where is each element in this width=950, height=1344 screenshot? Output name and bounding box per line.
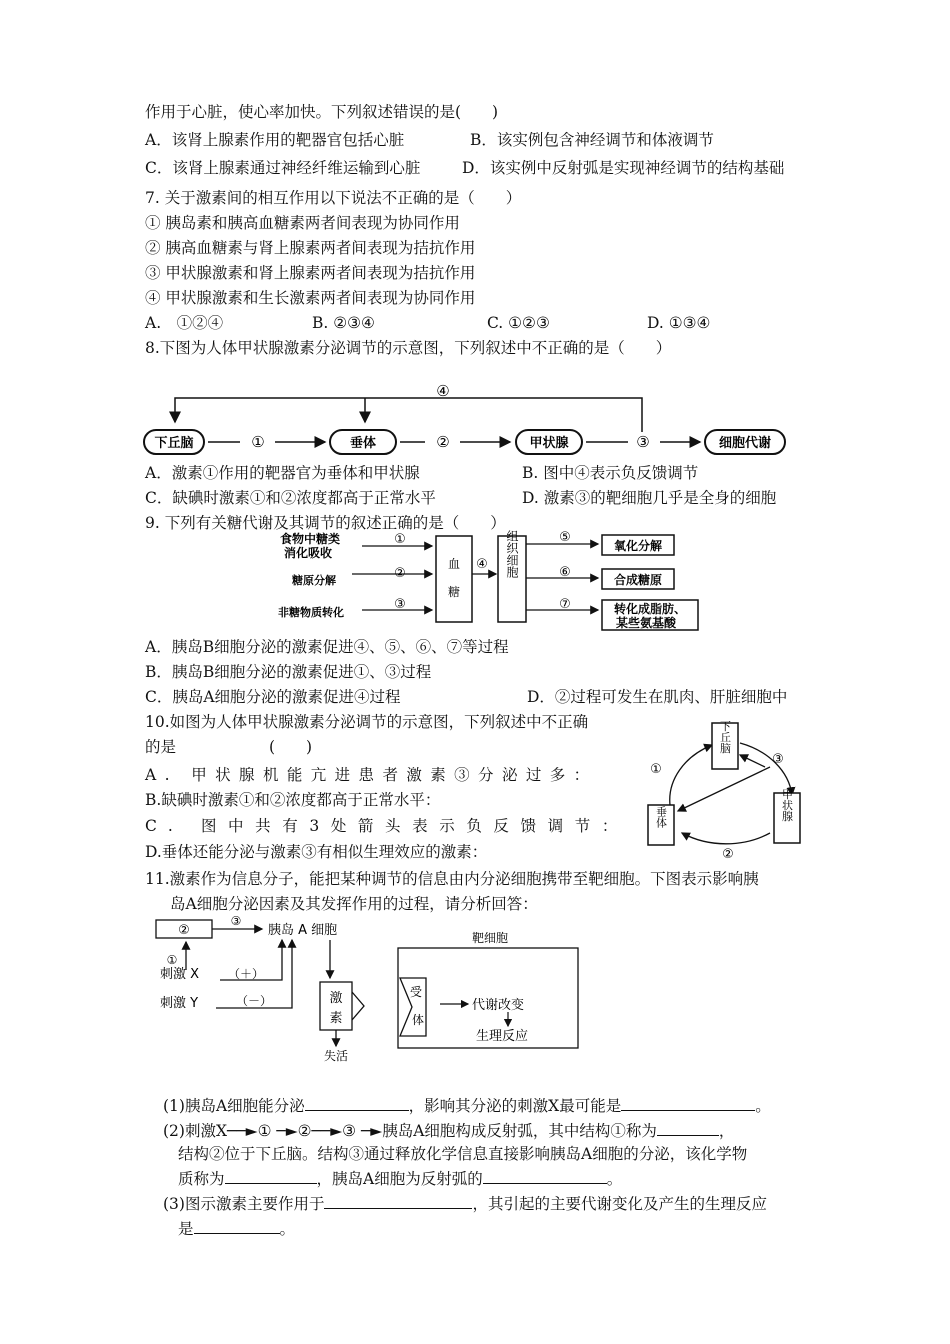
q11-blank-1[interactable] bbox=[305, 1095, 409, 1111]
q9-option-d: D．②过程可发生在肌肉、肝脏细胞中 bbox=[527, 688, 788, 706]
q11-part-3-text-a: (3)图示激素主要作用于 bbox=[163, 1195, 325, 1213]
q11-hormone-label-2: 素 bbox=[329, 1011, 343, 1026]
q10-option-d: D.垂体还能分泌与激素③有相似生理效应的激素： bbox=[145, 843, 488, 861]
q8-thyroid-regulation-diagram bbox=[140, 380, 820, 460]
q9-label-5: ⑤ bbox=[559, 530, 571, 545]
q9-blood-2: 糖 bbox=[447, 585, 461, 599]
q9-stem: 9. 下列有关糖代谢及其调节的叙述正确的是（ ） bbox=[145, 514, 506, 532]
q9-option-a: A．胰岛B细胞分泌的激素促进④、⑤、⑥、⑦等过程 bbox=[145, 638, 509, 656]
q11-part-3-text-d: 。 bbox=[279, 1220, 296, 1238]
q9-glucose-metabolism-diagram bbox=[270, 530, 710, 635]
q9-label-4: ④ bbox=[476, 557, 488, 572]
q11-part-3-line-2 bbox=[178, 1218, 295, 1239]
q11-part-1-text-c: 。 bbox=[755, 1097, 771, 1115]
q9-source-glycogen: 糖原分解 bbox=[292, 574, 336, 587]
q9-source-food-2: 消化吸收 bbox=[284, 546, 333, 560]
q9-label-6: ⑥ bbox=[559, 565, 571, 580]
q9-label-3: ③ bbox=[394, 597, 406, 612]
q11-target-cell-label: 靶细胞 bbox=[471, 931, 509, 945]
q10-option-a bbox=[145, 765, 620, 785]
q11-plus-sign: （＋） bbox=[228, 967, 265, 981]
q8-label-1: ① bbox=[251, 433, 265, 451]
q11-part-1-text-a: (1)胰岛A细胞能分泌 bbox=[163, 1097, 305, 1115]
q11-box-2-label: ② bbox=[178, 923, 190, 938]
q8-node-pituitary-label: 垂体 bbox=[349, 436, 377, 451]
q6-option-d: D．该实例中反射弧是实现神经调节的结构基础 bbox=[462, 159, 785, 177]
q11-part-2-line-2: 结构②位于下丘脑。结构③通过释放化学信息直接影响胰岛A细胞的分泌，该化学物 bbox=[178, 1145, 748, 1163]
q9-option-b: B．胰岛B细胞分泌的激素促进①、③过程 bbox=[145, 663, 432, 681]
q7-statement-2: ② 胰高血糖素与肾上腺素两者间表现为拮抗作用 bbox=[145, 239, 476, 257]
q7-option-c: C. ①②③ bbox=[487, 314, 550, 332]
q8-node-cell-metabolism-label: 细胞代谢 bbox=[718, 436, 772, 451]
q8-label-3: ③ bbox=[636, 433, 650, 451]
q9-source-nonsugar: 非糖物质转化 bbox=[278, 606, 344, 619]
q11-part-1-text-b: ，影响其分泌的刺激X最可能是 bbox=[408, 1097, 622, 1115]
q11-physiological-response: 生理反应 bbox=[476, 1029, 529, 1044]
q6-option-c: C．该肾上腺素通过神经纤维运输到心脏 bbox=[145, 159, 421, 177]
q7-statement-3: ③ 甲状腺激素和肾上腺素两者间表现为拮抗作用 bbox=[145, 264, 476, 282]
q11-part-2-line-3 bbox=[178, 1168, 622, 1189]
q11-part-2-line-1 bbox=[163, 1120, 734, 1141]
q11-part-2-text-e: ，胰岛A细胞为反射弧的 bbox=[316, 1170, 483, 1188]
q10-feedback-cycle-diagram bbox=[640, 715, 820, 865]
q9-out-conversion-label-1: 转化成脂肪、 bbox=[613, 602, 687, 616]
q7-option-d: D. ①③④ bbox=[647, 314, 711, 332]
q9-out-conversion-label-2: 某些氨基酸 bbox=[615, 616, 677, 630]
q6-intro: 作用于心脏，使心率加快。下列叙述错误的是( ) bbox=[145, 103, 499, 121]
q9-out-oxidation-label: 氧化分解 bbox=[613, 539, 663, 553]
q8-option-b: B. 图中④表示负反馈调节 bbox=[522, 464, 699, 482]
q6-option-b: B．该实例包含神经调节和体液调节 bbox=[470, 131, 714, 149]
q8-label-2: ② bbox=[436, 433, 450, 451]
q9-source-food-1: 食物中糖类 bbox=[280, 532, 341, 546]
q11-part-1 bbox=[163, 1095, 771, 1116]
q11-part-2-text-f: 。 bbox=[606, 1170, 623, 1188]
q10-option-c-text: C. 图中共有3处箭头表示负反馈调节： bbox=[145, 817, 629, 835]
q11-part-3-line-1 bbox=[163, 1193, 767, 1214]
q10-label-2: ② bbox=[722, 847, 734, 862]
q11-blank-7[interactable] bbox=[194, 1218, 280, 1234]
q11-part-2-text-a: (2)刺激X──►① ─►②──►③ ─►胰岛A细胞构成反射弧，其中结构①称为 bbox=[163, 1122, 657, 1140]
q9-label-7: ⑦ bbox=[559, 597, 571, 612]
q9-option-c: C．胰岛A细胞分泌的激素促进④过程 bbox=[145, 688, 401, 706]
q11-stem-line-2: 岛A细胞分泌因素及其发挥作用的过程，请分析回答： bbox=[170, 895, 538, 913]
q8-node-hypothalamus-label: 下丘脑 bbox=[154, 436, 194, 451]
q11-part-2-text-b: ， bbox=[718, 1122, 735, 1140]
q11-blank-6[interactable] bbox=[324, 1193, 472, 1209]
q11-minus-sign: （－） bbox=[236, 994, 273, 1008]
q11-stimulus-x: 刺激 X bbox=[160, 967, 200, 982]
q8-label-4: ④ bbox=[436, 382, 450, 400]
q9-label-1: ① bbox=[394, 532, 406, 547]
q10-label-1: ① bbox=[650, 762, 662, 777]
q8-stem: 8.下图为人体甲状腺激素分泌调节的示意图，下列叙述中不正确的是（ ） bbox=[145, 339, 672, 357]
q7-option-a: A. ①②④ bbox=[145, 314, 224, 332]
q10-node-hypothalamus-label: 下丘脑 bbox=[718, 720, 732, 754]
q11-part-3-text-b: ，其引起的主要代谢变化及产生的生理反应 bbox=[472, 1195, 767, 1213]
q11-stimulus-y: 刺激 Y bbox=[160, 996, 199, 1011]
q11-islet-a-cell-diagram bbox=[150, 912, 600, 1067]
q10-option-a-text: A. 甲状腺机能亢进患者激素③分泌过多： bbox=[145, 766, 598, 784]
q9-node-blood-sugar bbox=[436, 536, 472, 622]
q11-metabolic-change: 代谢改变 bbox=[472, 998, 525, 1013]
q8-option-a: A．激素①作用的靶器官为垂体和甲状腺 bbox=[145, 464, 420, 482]
q10-node-thyroid-label: 甲状腺 bbox=[780, 788, 794, 822]
q7-stem: 7. 关于激素间的相互作用以下说法不正确的是（ ） bbox=[145, 189, 522, 207]
q11-hormone-label-1: 激 bbox=[329, 991, 343, 1006]
q11-blank-5[interactable] bbox=[483, 1168, 607, 1184]
q11-blank-3[interactable] bbox=[657, 1120, 719, 1136]
q11-label-1: ① bbox=[166, 953, 178, 967]
q11-receptor-label-2: 体 bbox=[411, 1013, 425, 1027]
q9-out-glycogen-label: 合成糖原 bbox=[613, 573, 663, 587]
q9-tissue-label: 组织细胞 bbox=[505, 530, 519, 578]
q11-part-2-text-d: 质称为 bbox=[178, 1170, 225, 1188]
q10-node-pituitary-label: 垂体 bbox=[654, 806, 668, 828]
q7-option-b: B. ②③④ bbox=[312, 314, 375, 332]
q10-stem-line-1: 10.如图为人体甲状腺激素分泌调节的示意图，下列叙述中不正确 bbox=[145, 713, 589, 731]
q11-blank-4[interactable] bbox=[225, 1168, 317, 1184]
q10-label-3: ③ bbox=[772, 752, 784, 767]
q6-option-a: A．该肾上腺素作用的靶器官包括心脏 bbox=[145, 131, 405, 149]
q10-option-c bbox=[145, 816, 629, 836]
q11-inactivation: 失活 bbox=[323, 1049, 349, 1063]
q7-statement-4: ④ 甲状腺激素和生长激素两者间表现为协同作用 bbox=[145, 289, 476, 307]
q10-option-b: B.缺碘时激素①和②浓度都高于正常水平： bbox=[145, 791, 441, 809]
q8-node-thyroid-label: 甲状腺 bbox=[529, 436, 569, 451]
q11-islet-a-cell: 胰岛 A 细胞 bbox=[268, 923, 338, 938]
q11-receptor-label-1: 受 bbox=[409, 985, 423, 999]
q7-statement-1: ① 胰岛素和胰高血糖素两者间表现为协同作用 bbox=[145, 214, 460, 232]
q9-label-2: ② bbox=[394, 566, 406, 581]
q10-stem-line-2: 的是 ( ) bbox=[145, 738, 313, 756]
q8-option-d: D. 激素③的靶细胞几乎是全身的细胞 bbox=[522, 489, 777, 507]
q11-blank-2[interactable] bbox=[621, 1095, 755, 1111]
q9-blood-1: 血 bbox=[447, 557, 461, 571]
q11-label-3: ③ bbox=[230, 914, 242, 928]
q11-stem-line-1: 11.激素作为信息分子，能把某种调节的信息由内分泌细胞携带至靶细胞。下图表示影响胰 bbox=[145, 870, 759, 888]
q11-part-3-text-c: 是 bbox=[178, 1220, 194, 1238]
q8-option-c: C．缺碘时激素①和②浓度都高于正常水平 bbox=[145, 489, 436, 507]
